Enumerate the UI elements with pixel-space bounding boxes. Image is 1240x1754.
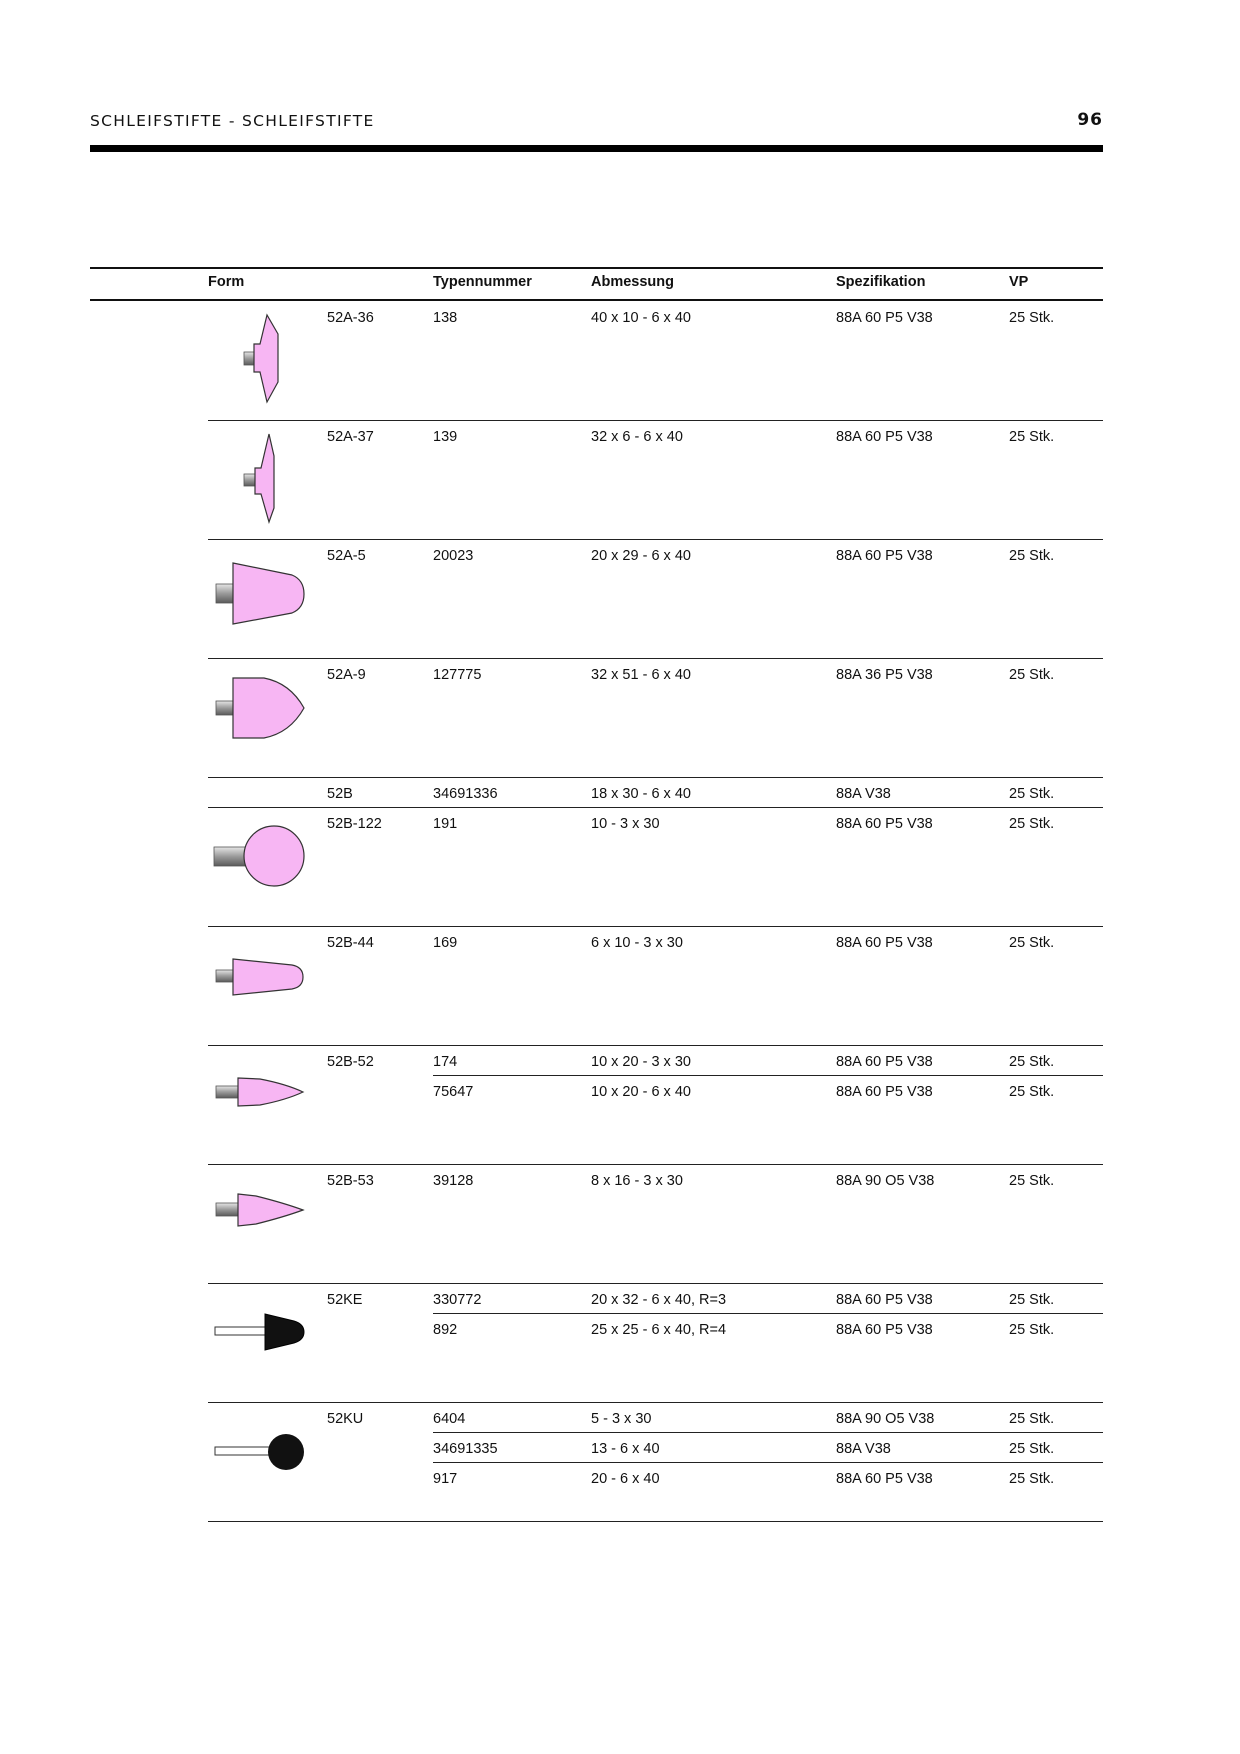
cell-abmessung: 20 - 6 x 40 [591, 1471, 660, 1487]
cell-abmessung: 20 x 32 - 6 x 40, R=3 [591, 1292, 727, 1308]
cell-vp: 25 Stk. [1009, 1322, 1055, 1338]
cell-spezifikation: 88A 60 P5 V38 [836, 310, 933, 326]
form-label: 52B [327, 786, 353, 802]
cell-vp: 25 Stk. [1009, 1084, 1055, 1100]
black-ball-point-icon [212, 1425, 312, 1484]
row-divider [433, 1462, 1103, 1463]
group-divider [208, 658, 1103, 659]
cell-spezifikation: 88A 90 O5 V38 [836, 1173, 935, 1189]
cell-typennummer: 169 [433, 935, 458, 951]
cell-spezifikation: 88A 90 O5 V38 [836, 1411, 935, 1427]
group-divider [208, 926, 1103, 927]
cell-typennummer: 139 [433, 429, 458, 445]
row-divider [433, 1313, 1103, 1314]
cell-typennummer: 892 [433, 1322, 458, 1338]
cell-typennummer: 20023 [433, 548, 474, 564]
black-cone-point-icon [212, 1310, 312, 1359]
point-52a5-icon [212, 560, 312, 633]
cell-spezifikation: 88A 36 P5 V38 [836, 667, 933, 683]
form-label: 52A-36 [327, 310, 374, 326]
cell-vp: 25 Stk. [1009, 667, 1055, 683]
cell-spezifikation: 88A 60 P5 V38 [836, 1322, 933, 1338]
cell-abmessung: 10 x 20 - 6 x 40 [591, 1084, 691, 1100]
ball-point-52b122-icon [212, 822, 312, 895]
group-divider [208, 1283, 1103, 1284]
point-52a9-icon [212, 675, 312, 748]
cell-abmessung: 32 x 6 - 6 x 40 [591, 429, 683, 445]
column-header-form: Form [208, 274, 245, 290]
cell-vp: 25 Stk. [1009, 310, 1055, 326]
cell-vp: 25 Stk. [1009, 1054, 1055, 1070]
table-top-rule [90, 267, 1103, 269]
point-52b44-icon [212, 953, 312, 1006]
row-divider [433, 1075, 1103, 1076]
group-divider [208, 807, 1103, 808]
cell-typennummer: 138 [433, 310, 458, 326]
cell-spezifikation: 88A 60 P5 V38 [836, 1084, 933, 1100]
form-label: 52B-122 [327, 816, 382, 832]
cell-spezifikation: 88A 60 P5 V38 [836, 548, 933, 564]
form-label: 52B-53 [327, 1173, 374, 1189]
header-rule [90, 145, 1103, 152]
cell-spezifikation: 88A V38 [836, 1441, 891, 1457]
cell-typennummer: 191 [433, 816, 458, 832]
cell-abmessung: 18 x 30 - 6 x 40 [591, 786, 691, 802]
cell-vp: 25 Stk. [1009, 1173, 1055, 1189]
cell-abmessung: 20 x 29 - 6 x 40 [591, 548, 691, 564]
cell-abmessung: 32 x 51 - 6 x 40 [591, 667, 691, 683]
header-title: SCHLEIFSTIFTE - SCHLEIFSTIFTE [90, 112, 375, 130]
cell-spezifikation: 88A 60 P5 V38 [836, 935, 933, 951]
cell-vp: 25 Stk. [1009, 1411, 1055, 1427]
cell-spezifikation: 88A 60 P5 V38 [836, 1292, 933, 1308]
cell-typennummer: 75647 [433, 1084, 474, 1100]
cell-spezifikation: 88A 60 P5 V38 [836, 816, 933, 832]
form-label: 52A-37 [327, 429, 374, 445]
form-label: 52B-52 [327, 1054, 374, 1070]
group-divider [208, 1164, 1103, 1165]
cell-spezifikation: 88A 60 P5 V38 [836, 1471, 933, 1487]
table-header-rule [90, 299, 1103, 301]
row-divider [433, 1432, 1103, 1433]
cell-abmessung: 40 x 10 - 6 x 40 [591, 310, 691, 326]
cell-vp: 25 Stk. [1009, 1441, 1055, 1457]
cell-spezifikation: 88A 60 P5 V38 [836, 1054, 933, 1070]
cell-abmessung: 25 x 25 - 6 x 40, R=4 [591, 1322, 727, 1338]
cell-typennummer: 174 [433, 1054, 458, 1070]
point-52a37-icon [240, 430, 282, 530]
form-label: 52KE [327, 1292, 363, 1308]
group-divider [208, 1521, 1103, 1522]
cell-abmessung: 10 x 20 - 3 x 30 [591, 1054, 691, 1070]
cell-typennummer: 34691335 [433, 1441, 498, 1457]
cell-typennummer: 6404 [433, 1411, 466, 1427]
cell-typennummer: 39128 [433, 1173, 474, 1189]
cell-vp: 25 Stk. [1009, 1471, 1055, 1487]
cell-typennummer: 330772 [433, 1292, 482, 1308]
cell-spezifikation: 88A 60 P5 V38 [836, 429, 933, 445]
cell-vp: 25 Stk. [1009, 816, 1055, 832]
column-header-spezifikation: Spezifikation [836, 274, 926, 290]
cell-vp: 25 Stk. [1009, 935, 1055, 951]
cell-spezifikation: 88A V38 [836, 786, 891, 802]
form-label: 52B-44 [327, 935, 374, 951]
page-number: 96 [1077, 110, 1103, 130]
cell-vp: 25 Stk. [1009, 1292, 1055, 1308]
group-divider [208, 777, 1103, 778]
group-divider [208, 1402, 1103, 1403]
cell-vp: 25 Stk. [1009, 548, 1055, 564]
form-label: 52A-9 [327, 667, 366, 683]
cell-typennummer: 34691336 [433, 786, 498, 802]
group-divider [208, 1045, 1103, 1046]
point-52a36-icon [238, 310, 284, 410]
cell-abmessung: 5 - 3 x 30 [591, 1411, 652, 1427]
cell-abmessung: 13 - 6 x 40 [591, 1441, 660, 1457]
cell-vp: 25 Stk. [1009, 786, 1055, 802]
cell-abmessung: 8 x 16 - 3 x 30 [591, 1173, 683, 1189]
point-52b52-icon [212, 1072, 312, 1117]
cell-typennummer: 127775 [433, 667, 482, 683]
point-52b53-icon [212, 1190, 312, 1235]
column-header-abmessung: Abmessung [591, 274, 674, 290]
column-header-typennummer: Typennummer [433, 274, 532, 290]
column-header-vp: VP [1009, 274, 1029, 290]
group-divider [208, 420, 1103, 421]
cell-typennummer: 917 [433, 1471, 458, 1487]
cell-abmessung: 10 - 3 x 30 [591, 816, 660, 832]
cell-vp: 25 Stk. [1009, 429, 1055, 445]
form-label: 52A-5 [327, 548, 366, 564]
cell-abmessung: 6 x 10 - 3 x 30 [591, 935, 683, 951]
group-divider [208, 539, 1103, 540]
form-label: 52KU [327, 1411, 364, 1427]
